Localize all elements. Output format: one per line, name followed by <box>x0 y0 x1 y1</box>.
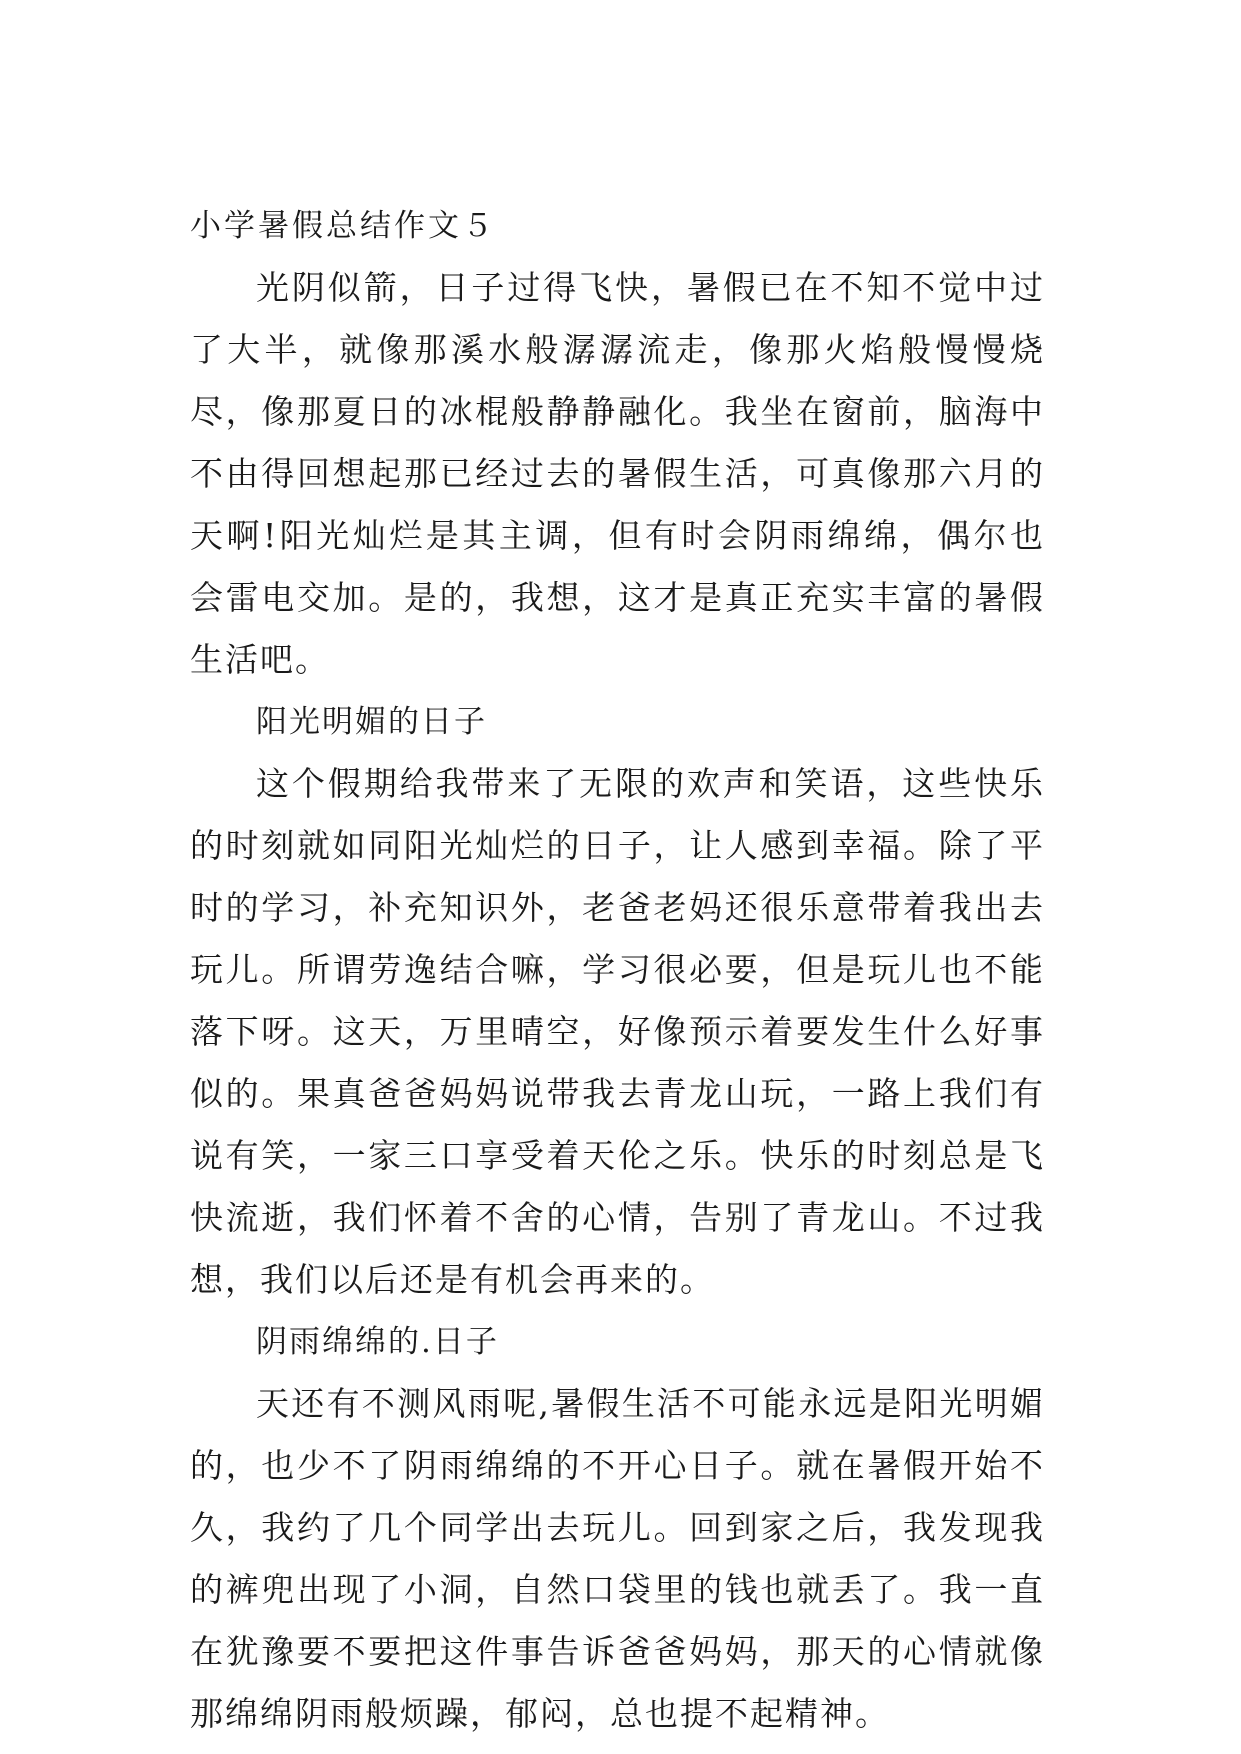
document-body <box>190 195 1045 1745</box>
paragraph-intro: 光阴似箭，日子过得飞快，暑假已在不知不觉中过了大半，就像那溪水般潺潺流走，像那火焰般慢慢烧尽，像那夏日的冰棍般静静融化。我坐在窗前，脑海中不由得回想起那已经过去的暑假生活，可真像那六月的天啊!阳光灿烂是其主调，但有时会阴雨绵绵，偶尔也会雷电交加。是的，我想，这才是真正充实丰富的暑假生活吧。 <box>190 268 1045 679</box>
section-heading-rainy-days: 阴雨绵绵的.日子 <box>256 1324 499 1360</box>
paragraph-rainy-days: 天还有不测风雨呢,暑假生活不可能永远是阳光明媚的，也少不了阴雨绵绵的不开心日子。就在暑假开始不久，我约了几个同学出去玩儿。回到家之后，我发现我的裤兜出现了小洞，自然口袋里的钱也就丢了。我一直在犹豫要不要把这件事告诉爸爸妈妈，那天的心情就像那绵绵阴雨般烦躁，郁闷，总也提不起精神。 <box>190 1384 1045 1733</box>
document-title: 小学暑假总结作文５ <box>190 208 496 244</box>
section-heading-sunny-days: 阳光明媚的日子 <box>256 704 487 740</box>
paragraph-sunny-days: 这个假期给我带来了无限的欢声和笑语，这些快乐的时刻就如同阳光灿烂的日子，让人感到幸福。除了平时的学习，补充知识外，老爸老妈还很乐意带着我出去玩儿。所谓劳逸结合嘛，学习很必要，但是玩儿也不能落下呀。这天，万里晴空，好像预示着要发生什么好事似的。果真爸爸妈妈说带我去青龙山玩，一路上我们有说有笑，一家三口享受着天伦之乐。快乐的时刻总是飞快流逝，我们怀着不舍的心情，告别了青龙山。不过我想，我们以后还是有机会再来的。 <box>190 764 1045 1299</box>
